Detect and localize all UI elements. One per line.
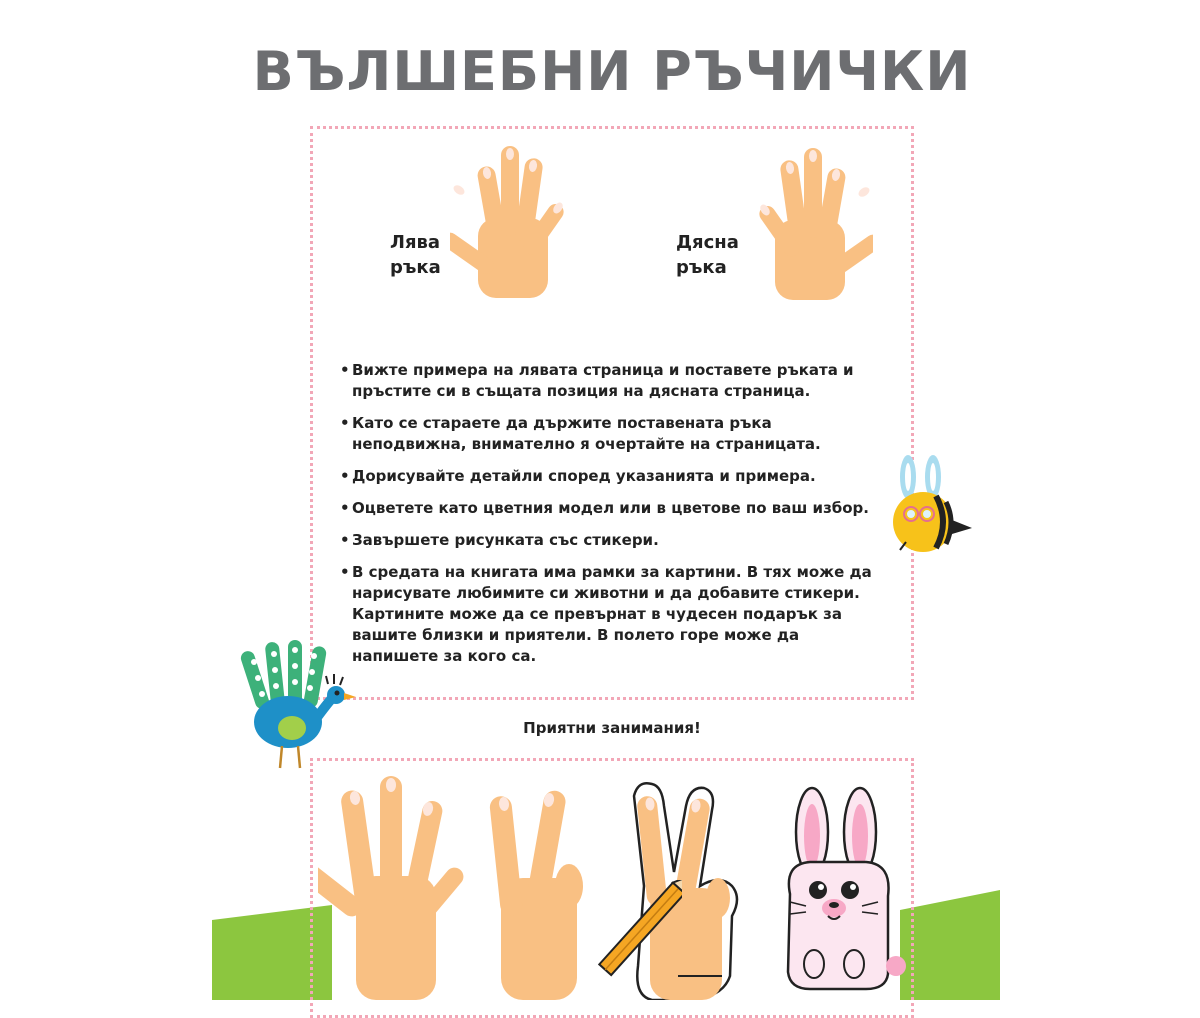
- instruction-item: • Вижте примера на лявата страница и поставете ръката и пръстите си в същата позиция на дясната страница.: [340, 360, 880, 402]
- left-hand-label: Лява ръка: [390, 232, 441, 278]
- instruction-item: • Оцветете като цветния модел или в цветове по ваш избор.: [340, 498, 880, 519]
- right-hand-label: Дясна ръка: [676, 232, 739, 278]
- instruction-item: • В средата на книгата има рамки за картини. В тях може да нарисувате любимите си животни и да добавите стикери. Картините може да се превърнат в чудесен подарък за вашите близки и приятели. В полето горе може да напишете за кого са.: [340, 562, 880, 667]
- victory-hand-icon: [487, 782, 597, 1000]
- pencil-icon: [582, 880, 682, 1000]
- left-hand-icon: [450, 140, 575, 300]
- instruction-list: [340, 360, 880, 678]
- instruction-item: • Дорисувайте детайли според указанията и примера.: [340, 466, 880, 487]
- instruction-item: • Като се старaете да държите поставената ръка неподвижна, внимателно я очертайте на страницата.: [340, 413, 880, 455]
- closing-text: Приятни занимания!: [523, 719, 701, 737]
- instruction-item: • Завършете рисунката със стикери.: [340, 530, 880, 551]
- bee-icon: [888, 452, 978, 557]
- bunny-icon: [770, 784, 920, 994]
- open-hand-icon: [318, 776, 468, 1000]
- peacock-hand-icon: [240, 640, 360, 775]
- right-hand-icon: [748, 142, 873, 302]
- page-title: ВЪЛШЕБНИ РЪЧИЧКИ: [252, 40, 972, 103]
